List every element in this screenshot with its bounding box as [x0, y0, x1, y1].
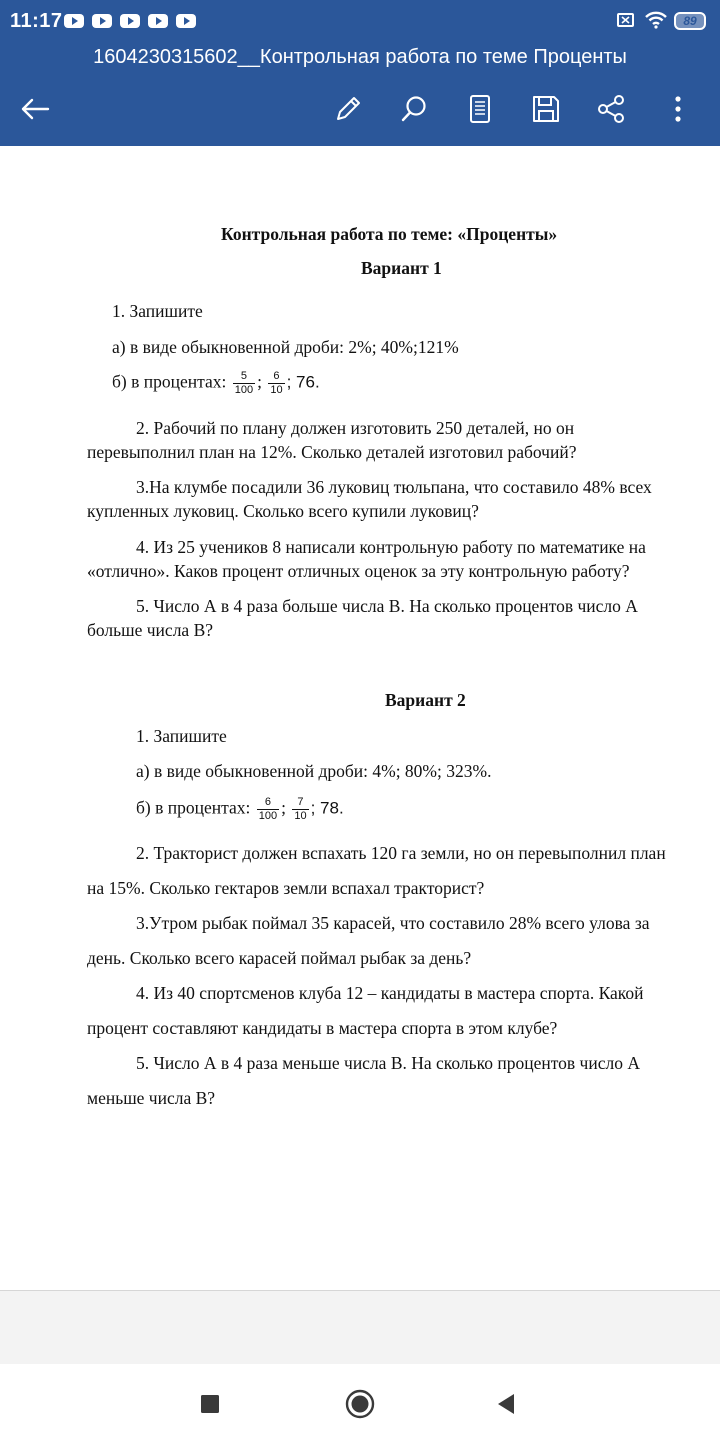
v1-q1b-prefix: б) в процентах:	[112, 371, 227, 392]
edit-button[interactable]	[325, 86, 371, 132]
home-button[interactable]	[342, 1386, 378, 1422]
separator: ;	[257, 371, 262, 392]
back-nav-button[interactable]	[488, 1386, 524, 1422]
fraction-numerator: 6	[257, 796, 279, 810]
youtube-icon	[92, 14, 112, 28]
document-title-heading: Контрольная работа по теме: «Проценты»	[221, 224, 558, 244]
battery-icon: 89	[674, 12, 706, 30]
youtube-icon	[148, 14, 168, 28]
reading-mode-button[interactable]	[457, 86, 503, 132]
v2-q3-line2: день. Сколько всего карасей поймал рыбак за день?	[87, 948, 472, 968]
v1-q2-line2: перевыполнил план на 12%. Сколько деталей изготовил рабочий?	[87, 442, 577, 462]
fraction	[292, 796, 308, 823]
share-button[interactable]	[588, 86, 634, 132]
v2-q1b-prefix: б) в процентах:	[136, 797, 251, 818]
v2-q5-line1: 5. Число А в 4 раза меньше числа В. На сколько процентов число А	[136, 1053, 640, 1073]
v1-q4-line1: 4. Из 25 учеников 8 написали контрольную работу по математике на	[136, 537, 646, 557]
fraction	[268, 370, 284, 397]
v1-q3-line2: купленных луковиц. Сколько всего купили луковиц?	[87, 501, 479, 521]
fraction-denominator: 10	[270, 384, 283, 396]
v2-q2-line1: 2. Тракторист должен вспахать 120 га земли, но он перевыполнил план	[136, 843, 666, 863]
wifi-icon	[644, 11, 668, 29]
search-icon	[399, 94, 429, 124]
back-button[interactable]	[12, 86, 58, 132]
v2-q1b-suffix: ; 78.	[310, 798, 344, 818]
no-sim-icon	[617, 13, 634, 27]
v1-q2-line1: 2. Рабочий по плану должен изготовить 250 деталей, но он	[136, 418, 575, 438]
document-page[interactable]	[0, 146, 720, 1290]
arrow-left-icon	[20, 97, 50, 121]
circle-icon	[345, 1389, 375, 1419]
v2-q1-label: 1. Запишите	[136, 726, 227, 746]
bottom-toolbar-area	[0, 1291, 720, 1364]
fraction	[233, 370, 255, 397]
v1-q1-label: 1. Запишите	[112, 301, 203, 321]
share-icon	[596, 94, 626, 124]
pencil-icon	[333, 94, 363, 124]
fraction-numerator: 7	[292, 796, 308, 810]
variant-1-heading: Вариант 1	[361, 258, 442, 278]
v2-q4-line2: процент составляют кандидаты в мастера спорта в этом клубе?	[87, 1018, 558, 1038]
mobile-view-icon	[468, 94, 492, 124]
v1-q1b	[112, 370, 320, 397]
app-bar	[0, 0, 720, 146]
fraction	[257, 796, 279, 823]
square-icon	[200, 1394, 220, 1414]
v2-q5-line2: меньше числа В?	[87, 1088, 216, 1108]
v2-q2-line2: на 15%. Сколько гектаров земли вспахал тракторист?	[87, 878, 485, 898]
v1-q5-line1: 5. Число А в 4 раза больше числа В. На сколько процентов число А	[136, 596, 638, 616]
status-bar	[0, 0, 720, 42]
fraction-numerator: 6	[268, 370, 284, 384]
search-button[interactable]	[391, 86, 437, 132]
status-time: 11:17	[10, 10, 63, 32]
v1-q1b-suffix: ; 76.	[286, 372, 320, 392]
document-title: 1604230315602__Контрольная работа по теме Проценты	[93, 46, 627, 68]
navigation-bar	[0, 1364, 720, 1440]
v2-q4-line1: 4. Из 40 спортсменов клуба 12 – кандидаты в мастера спорта. Какой	[136, 983, 644, 1003]
recents-button[interactable]	[192, 1386, 228, 1422]
fraction-denominator: 10	[294, 810, 307, 822]
separator: ;	[281, 797, 286, 818]
v1-q1a: а) в виде обыкновенной дроби: 2%; 40%;121%	[112, 337, 459, 357]
more-options-button[interactable]	[655, 86, 701, 132]
save-icon	[531, 94, 561, 124]
triangle-back-icon	[496, 1393, 516, 1415]
fraction-denominator: 100	[258, 810, 278, 822]
youtube-icon	[64, 14, 84, 28]
more-vertical-icon	[673, 94, 683, 124]
variant-2-heading: Вариант 2	[385, 690, 466, 710]
v2-q1b	[136, 796, 344, 823]
v2-q1a: а) в виде обыкновенной дроби: 4%; 80%; 323%.	[136, 761, 492, 781]
v1-q4-line2: «отлично». Каков процент отличных оценок за эту контрольную работу?	[87, 561, 630, 581]
fraction-numerator: 5	[233, 370, 255, 384]
v1-q5-line2: больше числа В?	[87, 620, 214, 640]
fraction-denominator: 100	[234, 384, 254, 396]
v1-q3-line1: 3.На клумбе посадили 36 луковиц тюльпана, что составило 48% всех	[136, 477, 652, 497]
youtube-icon	[120, 14, 140, 28]
save-button[interactable]	[523, 86, 569, 132]
v2-q3-line1: 3.Утром рыбак поймал 35 карасей, что составило 28% всего улова за	[136, 913, 650, 933]
youtube-icon	[176, 14, 196, 28]
